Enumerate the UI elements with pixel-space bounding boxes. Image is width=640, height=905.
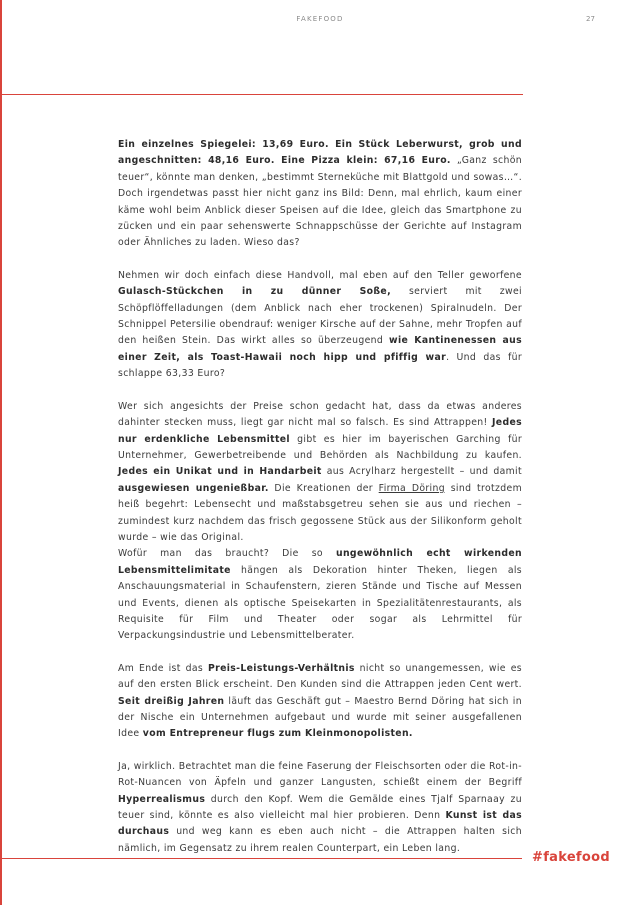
bold-unikat: Jedes ein Unikat und in Handarbeit (118, 466, 322, 478)
running-header: FAKEFOOD (296, 15, 344, 23)
bold-dreissig-jahren: Seit dreißig Jahren (118, 695, 225, 707)
left-accent-bar (0, 0, 2, 905)
paragraph-1: Ein einzelnes Spiegelei: 13,69 Euro. Ein Stück Leberwurst, grob und angeschnitten: 48,16 Euro. Eine Pizza klein: 67,16 Euro. „Ganz schön teuer“, könnte man denken, „bestimmt Sterneküche mit Blattgold und sowas…“. Doch irgendetwas passt hier nicht ganz ins Bild: Denn, mal ehrlich, kaum einer käme wohl beim Anblick dieser Speisen auf die Idee, gleich das Smartphone zu zücken und ein paar sehenswerte Schnappschüsse der Gerichte auf Instagram oder Ähnliches zu laden. Wieso das? (118, 139, 522, 249)
bold-gulasch: Gulasch-Stückchen in zu dünner Soße, (118, 286, 391, 298)
bold-preis-leistung: Preis-Leistungs-Verhältnis (207, 662, 355, 674)
firma-doering-link[interactable]: Firma Döring (378, 482, 445, 494)
bold-entrepreneur: vom Entrepreneur flugs zum Kleinmonopolisten. (142, 728, 413, 740)
bold-lebensmittel: Jedes nur erdenkliche Lebensmittel (118, 417, 522, 445)
paragraph-6: Ja, wirklich. Betrachtet man die feine Faserung der Fleischsorten oder die Rot-in-Rot-Nuancen von Äpfeln und ganzer Langusten, schießt einem der Begriff Hyperrealismus durch den Kopf. Wem die Gemälde eines Tjalf Sparnaay zu teuer sind, könnte es also vielleicht mal hier probieren. Denn Kunst ist das durchaus und weg kann es eben auch nicht – die Attrappen halten sich nämlich, im Gegensatz zu ihrem realen Counterpart, ein Leben lang. (118, 760, 522, 854)
bold-imitate: ungewöhnlich echt wirkenden Lebensmittelimitate (118, 548, 522, 576)
bold-kunst: Kunst ist das durchaus (118, 810, 522, 838)
paragraph-3: Wer sich angesichts der Preise schon gedacht hat, dass da etwas anderes dahinter stecken muss, liegt gar nicht mal so falsch. Es sind Attrappen! Jedes nur erdenkliche Lebensmittel gibt es hier im bayerischen Garching für Unternehmer, Gewerbetreibende und Behörden als Nachbildung zu kaufen. Jedes ein Unikat und in Handarbeit aus Acrylharz hergestellt – und damit ausgewiesen ungenießbar. Die Kreationen der Firma Döring sind trotzdem heiß begehrt: Lebensecht und maßstabsgetreu sehen sie aus und riechen – zumindest kurz nachdem das frisch gegossene Stück aus der Silikonform geholt wurde – wie das Original. (118, 400, 523, 543)
bold-kantinenessen: wie Kantinenessen aus einer Zeit, als Toast-Hawaii noch hipp und pfiffig war (118, 335, 522, 363)
top-divider (0, 94, 523, 95)
paragraph-5: Am Ende ist das Preis-Leistungs-Verhältnis nicht so unangemessen, wie es auf den ersten Blick erscheint. Den Kunden sind die Attrappen jeden Cent wert. Seit dreißig Jahren läuft das Geschäft gut – Maestro Bernd Döring hat sich in der Nische ein Unternehmen aufgebaut und wurde mit seiner ausgefallenen Idee vom Entrepreneur flugs zum Kleinmonopolisten. (118, 662, 522, 740)
bold-prices: Ein einzelnes Spiegelei: 13,69 Euro. Ein Stück Leberwurst, grob und angeschnitten: 48,16 Euro. Eine Pizza klein: 67,16 Euro. (118, 139, 522, 167)
paragraph-4: Wofür man das braucht? Die so ungewöhnlich echt wirkenden Lebensmittelimitate hängen als Dekoration hinter Theken, liegen als Anschauungsmaterial in Schaufenstern, zieren Stände und Tische auf Messen und Events, dienen als optische Speisekarten in Spezialitätenrestaurants, als Requisite für Film und Theater oder sogar als Lehrmittel für Verpackungsindustrie und Lebensmittelberater. (118, 548, 522, 642)
bold-hyperrealismus: Hyperrealismus (118, 793, 206, 805)
page-number: 27 (586, 15, 595, 23)
footer-hashtag: #fakefood (532, 850, 610, 865)
bottom-divider (0, 858, 522, 859)
article-body (118, 137, 522, 873)
paragraph-2: Nehmen wir doch einfach diese Handvoll, mal eben auf den Teller geworfene Gulasch-Stückchen in zu dünner Soße, serviert mit zwei Schöpflöffelladungen (dem Anblick nach eher trockenen) Spiralnudeln. Der Schnippel Petersilie obendrauf: weniger Kirsche auf der Sahne, mehr Tropfen auf den heißen Stein. Das wirkt alles so überzeugend wie Kantinenessen aus einer Zeit, als Toast-Hawaii noch hipp und pfiffig war. Und das für schlappe 63,33 Euro? (118, 269, 522, 380)
bold-ungeniessbar: ausgewiesen ungenießbar. (118, 482, 269, 494)
